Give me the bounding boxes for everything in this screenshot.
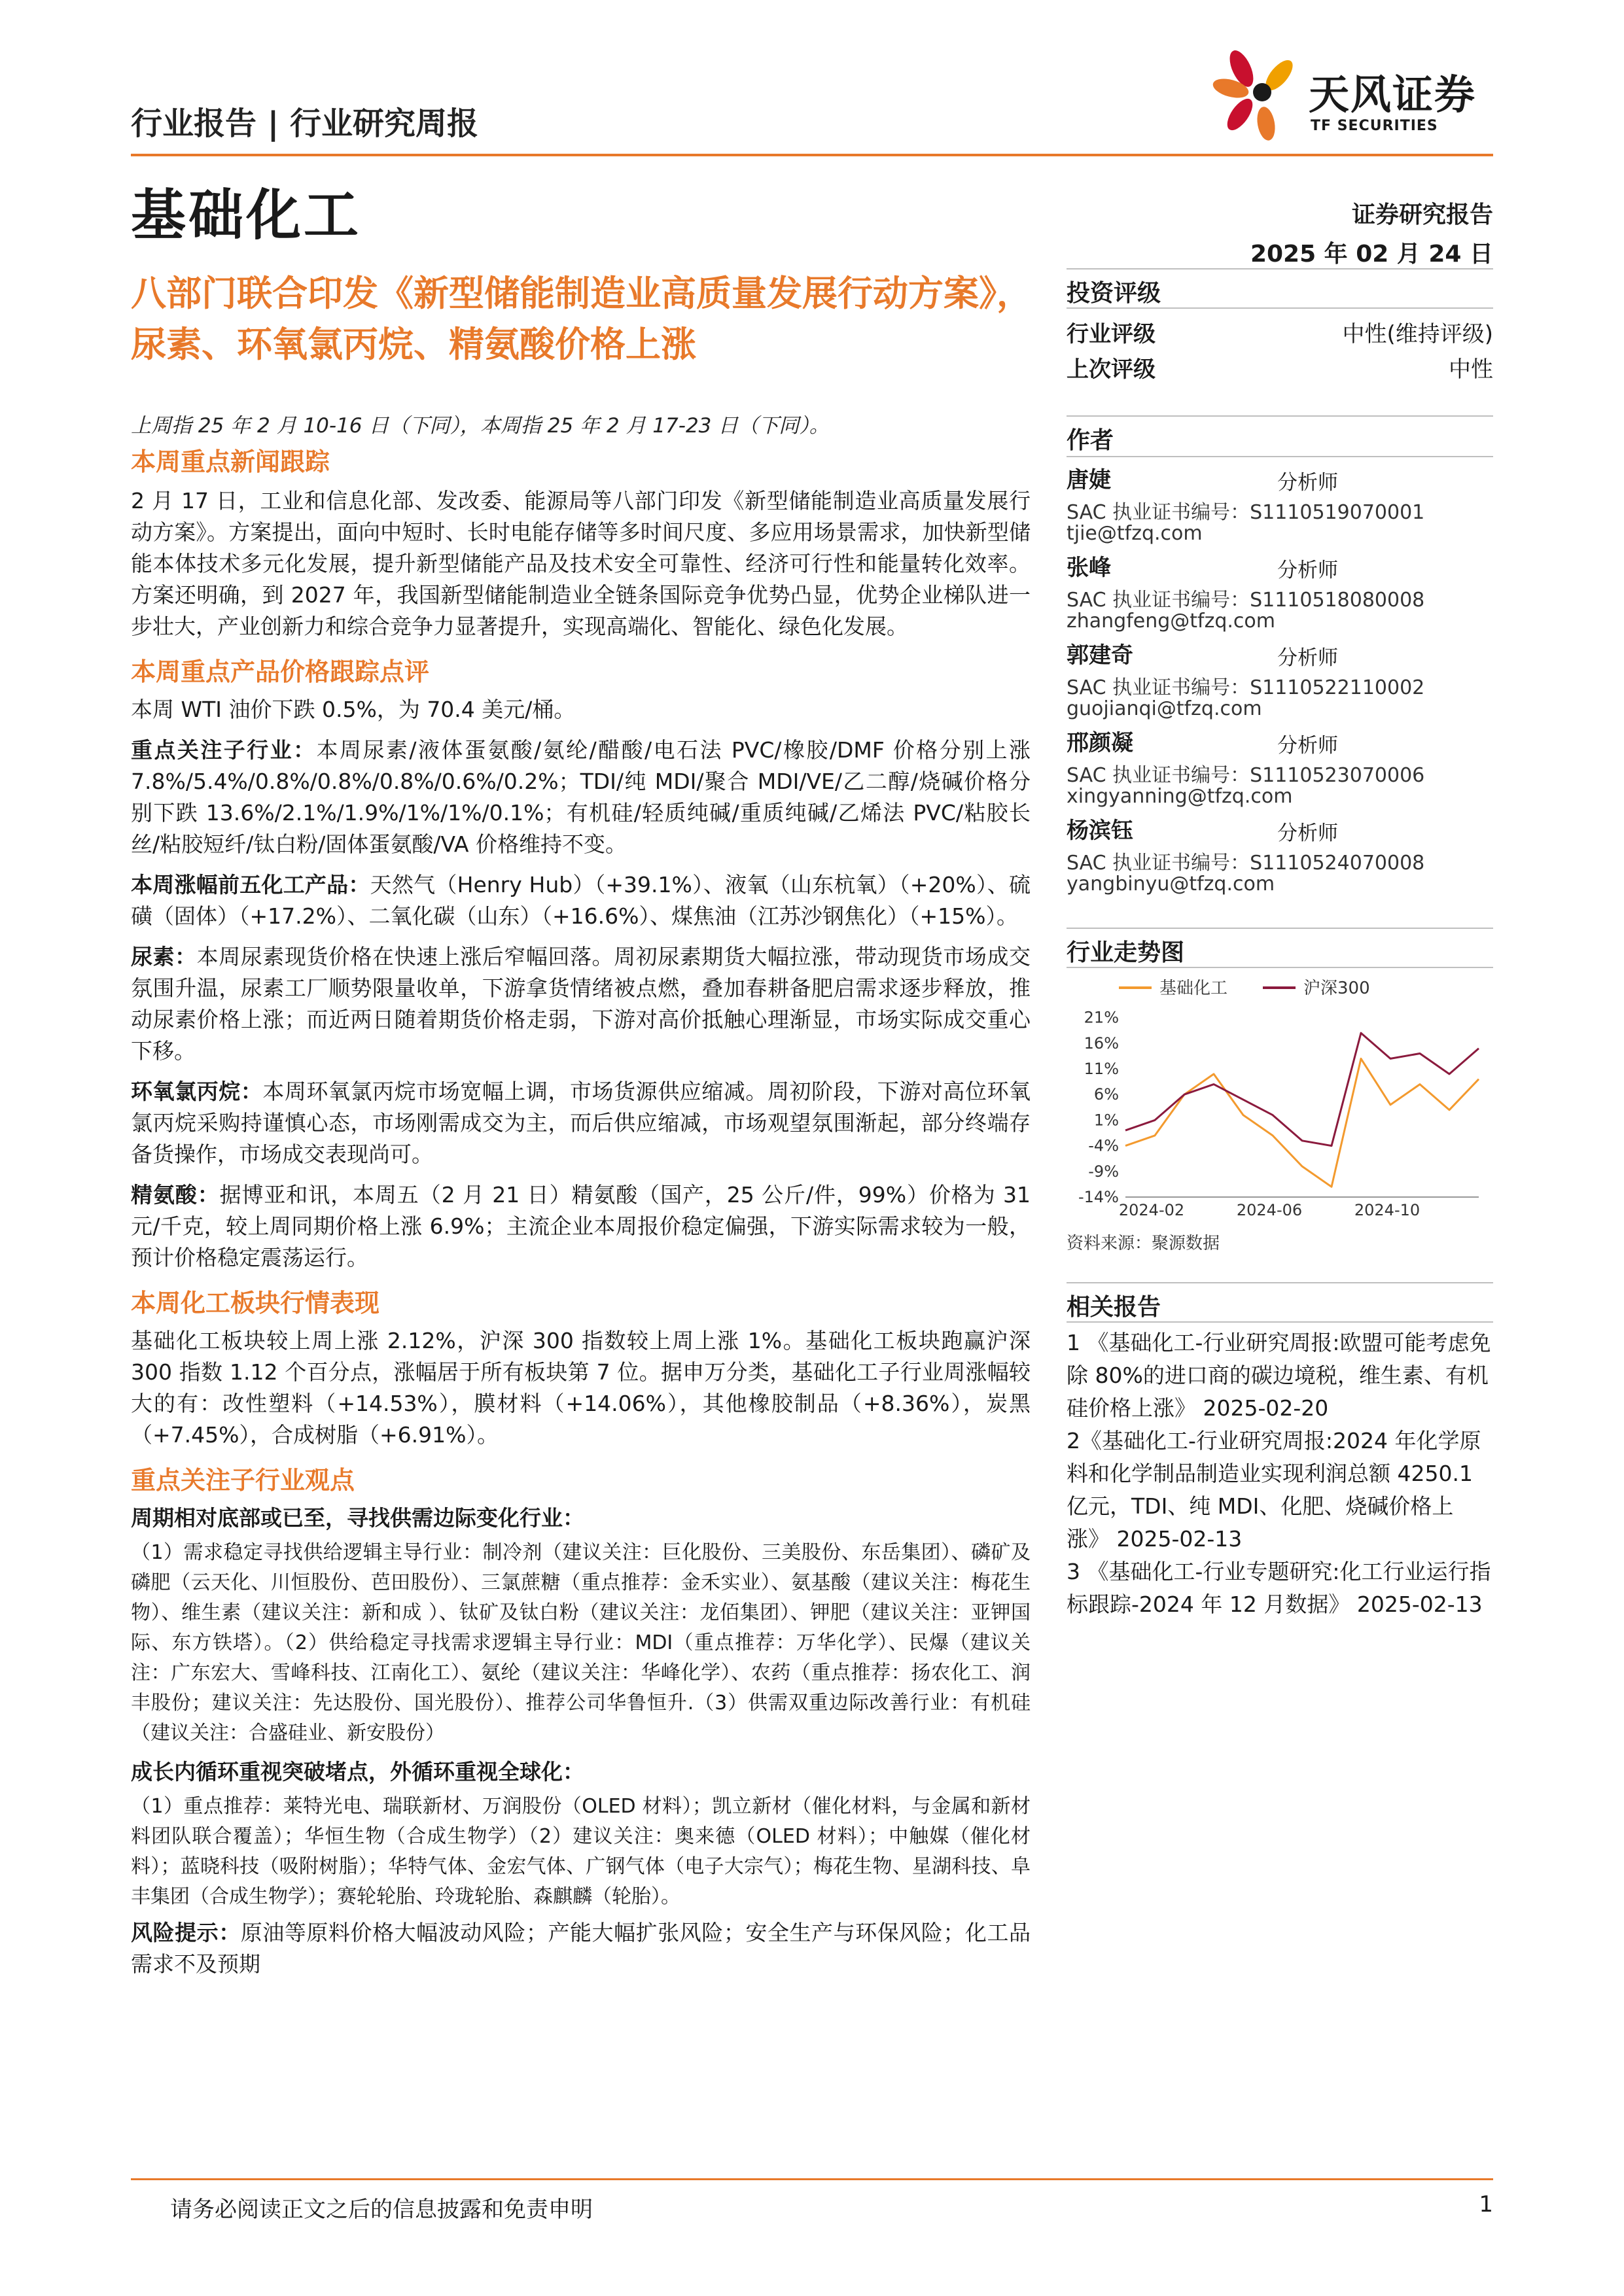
y-tick-label: -4% (1088, 1136, 1119, 1155)
y-tick-label: -14% (1078, 1188, 1119, 1206)
oil-price: 本周 WTI 油价下跌 0.5%，为 70.4 美元/桶。 (131, 697, 576, 722)
arg-paragraph (131, 1179, 1031, 1274)
report-type: 行业报告 | 行业研究周报 (131, 105, 478, 142)
divider (1067, 268, 1493, 270)
sector-title: 基础化工 (131, 183, 362, 247)
author-role: 分析师 (1277, 822, 1338, 845)
urea-text: 本周尿素现货价格在快速上涨后窄幅回落。周初尿素期货大幅拉涨，带动现货市场成交氛围升温，尿素工厂顺势限量收单，下游拿货情绪被点燃，叠加春耕备肥启需求逐步释放，推动尿素价格上涨；而近两日随着期货价格走弱，下游对高价抵触心理渐显，市场实际成交重心下移。 (131, 944, 1031, 1064)
header-divider (131, 154, 1493, 156)
risk-label: 风险提示： (131, 1920, 241, 1945)
top5-text: 天然气（Henry Hub）（+39.1%）、液氧（山东杭氧）（+20%）、硫磺（固体）（+17.2%）、二氧化碳（山东）（+16.6%）、煤焦油（江苏沙钢焦化）（+15%）。 (131, 872, 1031, 929)
y-tick-label: 21% (1084, 1008, 1119, 1027)
author-name: 杨滨钰 (1067, 818, 1133, 844)
author-email[interactable]: zhangfeng@tfzq.com (1067, 610, 1275, 633)
related-report-link[interactable]: 1 《基础化工-行业研究周报:欧盟可能考虑免除 80%的进口商的碳边境税，维生素、有机硅价格上涨》 2025-02-20 (1067, 1330, 1491, 1421)
author-email[interactable]: tjie@tfzq.com (1067, 522, 1203, 545)
period-note: 上周指 25 年 2 月 10-16 日（下同），本周指 25 年 2 月 17-23 日（下同）。 (131, 414, 830, 438)
divider (1067, 1282, 1493, 1283)
brand-name: 天风证券 (1309, 71, 1477, 118)
focus-label: 重点关注子行业： (131, 737, 317, 763)
author-name: 邢颜凝 (1067, 730, 1133, 756)
author-sac: SAC 执业证书编号：S1110522110002 (1067, 676, 1425, 699)
trend-heading: 行业走势图 (1067, 939, 1185, 966)
author-sac: SAC 执业证书编号：S1110519070001 (1067, 501, 1425, 524)
main-body (131, 442, 1031, 1980)
x-axis (1119, 1197, 1479, 1217)
author-list (1067, 462, 1493, 900)
related-heading: 相关报告 (1067, 1294, 1161, 1321)
chart-legend (1119, 979, 1370, 998)
disclaimer-note: 请务必阅读正文之后的信息披露和免责申明 (170, 2197, 593, 2223)
author-entry (1067, 637, 1493, 725)
rating-value: 中性(维持评级) (1342, 321, 1493, 347)
y-tick-label: 1% (1093, 1111, 1119, 1130)
author-name: 唐婕 (1067, 467, 1111, 493)
y-tick-label: 16% (1084, 1034, 1119, 1052)
y-tick-label: -9% (1088, 1162, 1119, 1181)
legend-label-basic-chem: 基础化工 (1159, 979, 1228, 998)
report-title: 八部门联合印发《新型储能制造业高质量发展行动方案》，尿素、环氧氯丙烷、精氨酸价格上涨 (131, 273, 1032, 365)
y-tick-label: 6% (1093, 1085, 1119, 1104)
risk-text: 原油等原料价格大幅波动风险；产能大幅扩张风险；安全生产与环保风险；化工品需求不及预期 (131, 1920, 1031, 1977)
footer-divider (131, 2178, 1493, 2180)
cycle-label: 周期相对底部或已至，寻找供需边际变化行业： (131, 1505, 584, 1531)
x-tick-label: 2024-10 (1354, 1201, 1421, 1217)
rating-heading: 投资评级 (1067, 280, 1161, 307)
author-role: 分析师 (1277, 559, 1338, 582)
authors-heading: 作者 (1067, 427, 1114, 454)
urea-paragraph (131, 941, 1031, 1067)
author-role: 分析师 (1277, 646, 1338, 670)
focus-paragraph (131, 735, 1031, 860)
x-tick-label: 2024-06 (1236, 1201, 1303, 1217)
industry-trend-chart (1067, 968, 1492, 1217)
ech-text: 本周环氧氯丙烷市场宽幅上调，市场货源供应缩减。周初阶段，下游对高位环氧氯丙烷采购持谨慎心态，市场刚需成交为主，而后供应缩减，市场观望氛围渐起，部分终端存备货操作，市场成交表现尚可。 (131, 1079, 1031, 1167)
top5-label: 本周涨幅前五化工产品： (131, 872, 370, 897)
arg-label: 精氨酸： (131, 1182, 220, 1208)
ech-paragraph (131, 1076, 1031, 1170)
author-role: 分析师 (1277, 734, 1338, 757)
author-name: 张峰 (1067, 555, 1111, 581)
divider (1067, 415, 1493, 417)
report-date: 2025 年 02 月 24 日 (1250, 241, 1493, 268)
x-tick-label: 2024-02 (1118, 1201, 1185, 1217)
rating-value: 中性 (1449, 357, 1493, 383)
chart-source: 资料来源：聚源数据 (1067, 1234, 1220, 1253)
growth-label: 成长内循环重视突破堵点，外循环重视全球化： (131, 1759, 584, 1784)
growth-text: （1）重点推荐：莱特光电、瑞联新材、万润股份（OLED 材料）；凯立新材（催化材料，与金属和新材料团队联合覆盖）；华恒生物（合成生物学）（2）建议关注：奥来德（OLED 材料）；中触媒（催化材料）；蓝晓科技（吸附树脂）；华特气体、金宏气体、广钢气体（电子大宗气）；梅花生物、星湖科技、阜丰集团（合成生物学）；赛轮轮胎、玲珑轮胎、森麒麟（轮胎）。 (131, 1795, 1031, 1908)
doc-type: 证券研究报告 (1351, 201, 1493, 228)
author-email[interactable]: xingyanning@tfzq.com (1067, 785, 1293, 808)
news-heading: 本周重点新闻跟踪 (131, 447, 330, 476)
legend-label-hs300: 沪深300 (1303, 979, 1370, 998)
ech-label: 环氧氯丙烷： (131, 1079, 263, 1104)
author-sac: SAC 执业证书编号：S1110523070006 (1067, 764, 1425, 787)
y-axis (1078, 1009, 1119, 1206)
author-email[interactable]: yangbinyu@tfzq.com (1067, 873, 1275, 896)
arg-text: 据博亚和讯，本周五（2 月 21 日）精氨酸（国产，25 公斤/件，99%）价格为 31 元/千克，较上周同期价格上涨 6.9%；主流企业本周报价稳定偏强，下游实际需求较为一般，预计价格稳定震荡运行。 (131, 1182, 1031, 1270)
author-sac: SAC 执业证书编号：S1110518080008 (1067, 589, 1425, 612)
rating-label: 行业评级 (1067, 321, 1156, 347)
author-email[interactable]: guojianqi@tfzq.com (1067, 697, 1262, 720)
divider (1067, 456, 1493, 457)
author-entry (1067, 812, 1493, 900)
author-name: 郭建奇 (1067, 642, 1133, 669)
author-entry (1067, 549, 1493, 637)
y-tick-label: 11% (1084, 1060, 1119, 1079)
market-body: 基础化工板块较上周上涨 2.12%，沪深 300 指数较上周上涨 1%。基础化工板块跑赢沪深 300 指数 1.12 个百分点，涨幅居于所有板块第 7 位。据申万分类，基础化工子行业周涨幅较大的有：改性塑料（+14.53%），膜材料（+14.06%），其他橡胶制品（+8.36%），炭黑（+7.45%），合成树脂（+6.91%）。 (131, 1328, 1031, 1448)
series-line-basic-chem (1125, 1058, 1479, 1187)
divider (1067, 1321, 1493, 1323)
views-heading: 重点关注子行业观点 (131, 1466, 355, 1495)
author-sac: SAC 执业证书编号：S1110524070008 (1067, 852, 1425, 875)
related-list (1067, 1327, 1493, 1621)
prices-heading: 本周重点产品价格跟踪点评 (131, 657, 430, 686)
urea-label: 尿素： (131, 944, 197, 969)
divider (1067, 307, 1493, 309)
author-entry (1067, 725, 1493, 812)
divider (1067, 928, 1493, 929)
market-heading: 本周化工板块行情表现 (131, 1289, 380, 1317)
rating-label: 上次评级 (1067, 357, 1156, 383)
cycle-text: （1）需求稳定寻找供给逻辑主导行业：制冷剂（建议关注：巨化股份、三美股份、东岳集团）、磷矿及磷肥（云天化、川恒股份、芭田股份）、三氯蔗糖（重点推荐：金禾实业）、氨基酸（建议关注：梅花生物）、维生素（建议关注：新和成 ）、钛矿及钛白粉（建议关注：龙佰集团）、钾肥（建议关注：亚钾国际、东方铁塔）。（2）供给稳定寻找需求逻辑主导行业：MDI（重点推荐：万华化学）、民爆（建议关注：广东宏大、雪峰科技、江南化工）、氨纶（建议关注：华峰化学）、农药（重点推荐：扬农化工、润丰股份；建议关注：先达股份、国光股份）、推荐公司华鲁恒升.（3）供需双重边际改善行业：有机硅（建议关注：合盛硅业、新安股份） (131, 1541, 1031, 1745)
author-entry (1067, 462, 1493, 549)
author-role: 分析师 (1277, 471, 1338, 495)
risk-paragraph (131, 1917, 1031, 1980)
top5-paragraph (131, 869, 1031, 932)
chart-lines (1125, 1033, 1479, 1187)
page-number: 1 (1479, 2191, 1493, 2218)
related-report-link[interactable]: 3 《基础化工-行业专题研究:化工行业运行指标跟踪-2024 年 12 月数据》 2025-02-13 (1067, 1559, 1491, 1617)
focus-text: 本周尿素/液体蛋氨酸/氨纶/醋酸/电石法 PVC/橡胶/DMF 价格分别上涨 7.8%/5.4%/0.8%/0.8%/0.8%/0.6%/0.2%；TDI/纯 MDI/聚合 MDI/VE/乙二醇/烧碱价格分别下跌 13.6%/2.1%/1.9%/1%/1%/0.1%；有机硅/轻质纯碱/重质纯碱/乙烯法 PVC/粘胶长丝/粘胶短纤/钛白粉/固体蛋氨酸/VA 价格维持不变。 (131, 737, 1031, 857)
news-body: 2 月 17 日，工业和信息化部、发改委、能源局等八部门印发《新型储能制造业高质量发展行动方案》。方案提出，面向中短时、长时电能存储等多时间尺度、多应用场景需求，加快新型储能本体技术多元化发展，提升新型储能产品及技术安全可靠性、经济可行性和能量转化效率。方案还明确，到 2027 年，我国新型储能制造业全链条国际竞争优势凸显，优势企业梯队进一步壮大，产业创新力和综合竞争力显著提升，实现高端化、智能化、绿色化发展。 (131, 488, 1031, 639)
brand-name-en: TF SECURITIES (1311, 118, 1438, 134)
related-report-link[interactable]: 2《基础化工-行业研究周报:2024 年化学原料和化学制品制造业实现利润总额 4250.1 亿元，TDI、纯 MDI、化肥、烧碱价格上涨》 2025-02-13 (1067, 1428, 1481, 1552)
